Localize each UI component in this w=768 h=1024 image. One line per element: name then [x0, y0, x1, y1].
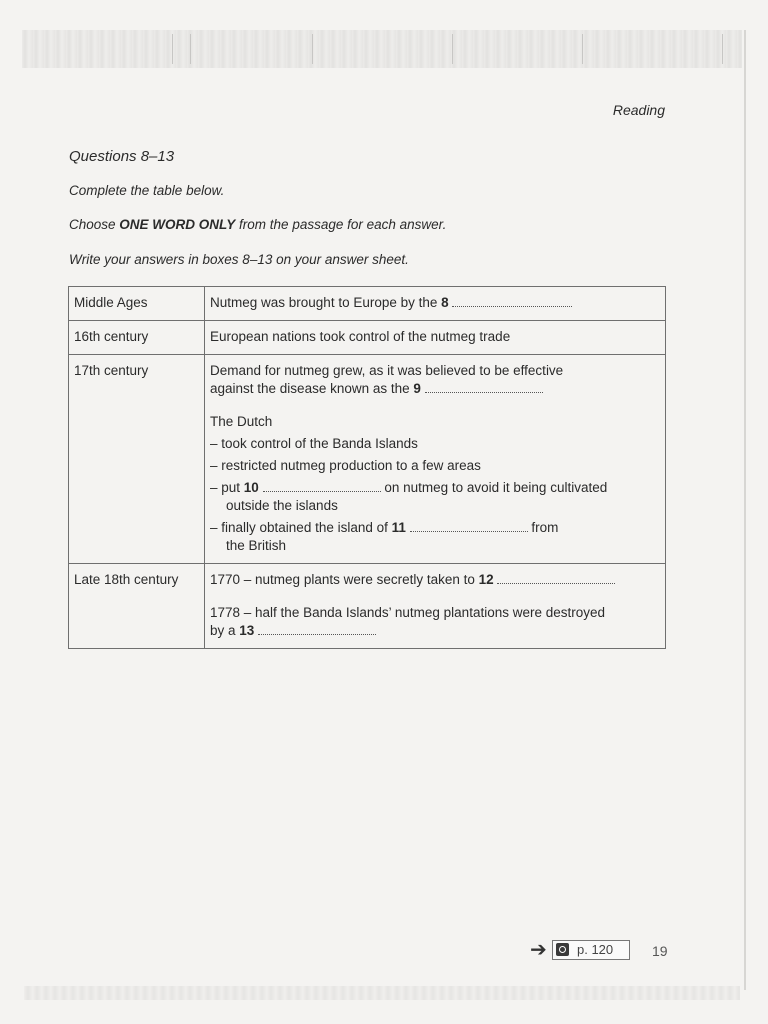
table-row — [69, 321, 666, 355]
period-cell: 17th century — [69, 355, 205, 564]
period-cell: Late 18th century — [69, 564, 205, 649]
scan-mark — [452, 34, 453, 64]
instruction-emphasis: ONE WORD ONLY — [119, 217, 236, 232]
scan-mark — [172, 34, 173, 64]
answer-blank[interactable] — [497, 571, 615, 584]
question-number: 12 — [478, 572, 494, 587]
scan-edge-bottom — [24, 986, 740, 1000]
page-number: 19 — [652, 943, 668, 959]
notes-cell: European nations took control of the nutmeg trade — [205, 321, 666, 355]
scan-mark — [582, 34, 583, 64]
scan-mark — [312, 34, 313, 64]
scan-edge-top — [22, 30, 742, 68]
tip-icon — [556, 943, 569, 956]
instruction-2: Choose ONE WORD ONLY from the passage for each answer. — [69, 217, 447, 232]
question-number: 11 — [391, 520, 406, 535]
question-number: 8 — [441, 295, 449, 310]
question-number: 13 — [239, 623, 255, 638]
answer-blank[interactable] — [425, 380, 543, 393]
table-row — [69, 355, 666, 564]
notes-cell: Nutmeg was brought to Europe by the 8 — [205, 287, 666, 321]
answer-blank[interactable] — [263, 479, 381, 492]
questions-heading: Questions 8–13 — [69, 148, 175, 165]
instruction-1: Complete the table below. — [69, 183, 225, 198]
answer-blank[interactable] — [258, 622, 376, 635]
period-cell: 16th century — [69, 321, 205, 355]
question-number: 10 — [243, 480, 259, 495]
right-arrow-icon: ➔ — [530, 939, 547, 961]
answer-blank[interactable] — [410, 519, 528, 532]
notes-cell: 1770 – nutmeg plants were secretly taken to 12 1778 – half the Banda Islands’ nutmeg plantations were destroyed by a 13 — [205, 564, 666, 649]
scan-mark — [722, 34, 723, 64]
scan-mark — [190, 34, 191, 64]
table-row — [69, 287, 666, 321]
reference-page: p. 120 — [577, 942, 614, 957]
answer-blank[interactable] — [452, 294, 572, 307]
notes-cell: Demand for nutmeg grew, as it was believed to be effective against the disease known as the 9 The Dutch – took control of the Banda Islands – restricted nutmeg production to a few areas – put 10 on nutmeg to avoid it being cultivated outside the islands – finally obtained the island of 11 from the British — [205, 355, 666, 564]
scan-edge-right — [744, 30, 746, 990]
notes-table — [68, 286, 666, 649]
section-label: Reading — [612, 102, 665, 118]
table-row — [69, 564, 666, 649]
question-number: 9 — [413, 381, 421, 396]
period-cell: Middle Ages — [69, 287, 205, 321]
reference-box[interactable] — [552, 940, 630, 960]
instruction-3: Write your answers in boxes 8–13 on your answer sheet. — [69, 252, 409, 267]
